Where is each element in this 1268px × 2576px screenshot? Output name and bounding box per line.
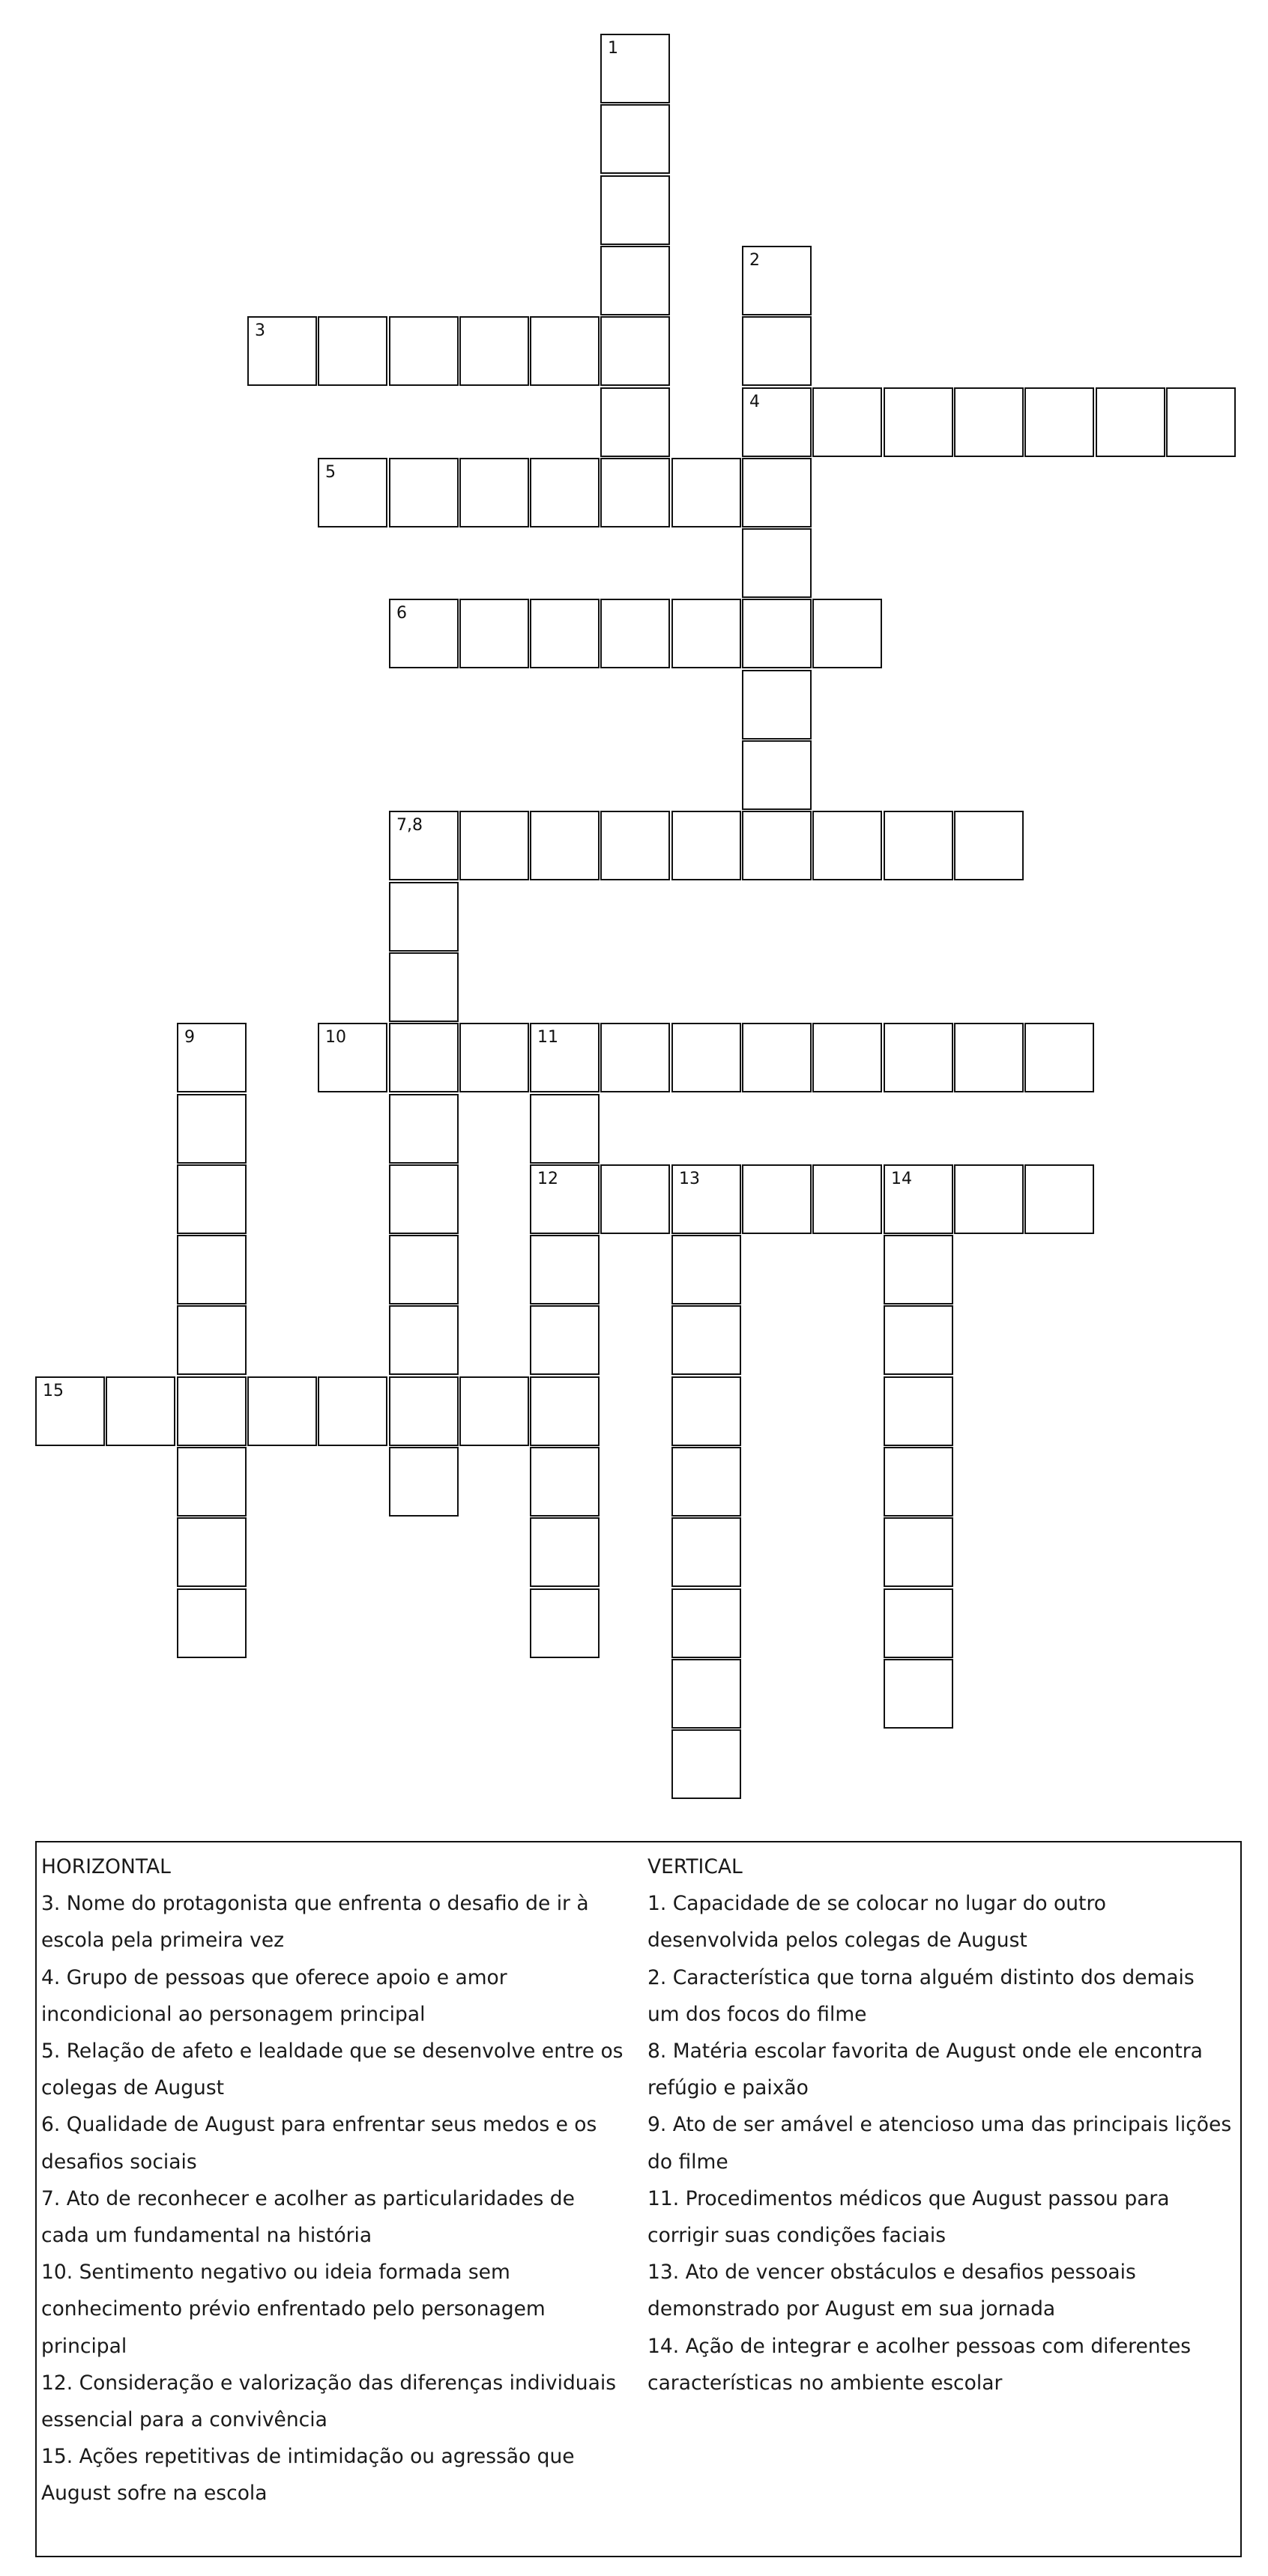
crossword-cell[interactable]: [671, 1447, 741, 1517]
crossword-cell[interactable]: [671, 1517, 741, 1587]
crossword-cell[interactable]: [671, 458, 741, 527]
crossword-cell[interactable]: [459, 1376, 529, 1446]
clue-line: 7. Ato de reconhecer e acolher as particularidades de: [41, 2186, 575, 2210]
clue-number: 13: [679, 1170, 700, 1188]
clue-line: demonstrado por August em sua jornada: [647, 2297, 1056, 2321]
crossword-cell[interactable]: [1096, 387, 1165, 457]
crossword-cell[interactable]: [600, 34, 670, 103]
clue-number: 2: [749, 251, 760, 270]
crossword-cell[interactable]: [812, 599, 882, 668]
crossword-cell[interactable]: [530, 599, 600, 668]
crossword-cell[interactable]: [177, 1517, 247, 1587]
crossword-cell[interactable]: [389, 1023, 459, 1092]
clue-line: desenvolvida pelos colegas de August: [647, 1929, 1027, 1953]
crossword-cell[interactable]: [389, 1235, 459, 1304]
clue-line: características no ambiente escolar: [647, 2371, 1003, 2395]
clue-line: 8. Matéria escolar favorita de August onde ele encontra: [647, 2040, 1203, 2063]
crossword-cell[interactable]: [389, 811, 459, 880]
clue-line: incondicional ao personagem principal: [41, 2002, 426, 2026]
clue-line: 11. Procedimentos médicos que August passou para: [647, 2186, 1170, 2210]
crossword-cell[interactable]: [884, 387, 953, 457]
crossword-cell[interactable]: [600, 1164, 670, 1234]
crossword-cell[interactable]: [389, 599, 459, 668]
horizontal-clues: [41, 1848, 641, 2512]
crossword-cell[interactable]: [389, 1094, 459, 1164]
crossword-cell[interactable]: [671, 1023, 741, 1092]
crossword-cell[interactable]: [459, 316, 529, 386]
crossword-cell[interactable]: [389, 952, 459, 1022]
clue-line: 6. Qualidade de August para enfrentar seus medos e os: [41, 2113, 597, 2137]
crossword-cell[interactable]: [671, 1729, 741, 1799]
crossword-cell[interactable]: [812, 1164, 882, 1234]
crossword-cell[interactable]: [318, 1376, 387, 1446]
crossword-cell[interactable]: [884, 1376, 953, 1446]
clue-line: conhecimento prévio enfrentado pelo personagem: [41, 2297, 546, 2321]
clue-line: do filme: [647, 2150, 728, 2174]
crossword-cell[interactable]: [389, 1376, 459, 1446]
crossword-cell[interactable]: [742, 670, 812, 740]
crossword-cell[interactable]: [530, 1094, 600, 1164]
clue-line: principal: [41, 2334, 127, 2358]
crossword-cell[interactable]: [742, 528, 812, 598]
crossword-cell[interactable]: [812, 1023, 882, 1092]
clue-number: 6: [396, 604, 407, 623]
clue-number: 1: [608, 39, 618, 58]
clue-number: 11: [537, 1028, 558, 1047]
crossword-cell[interactable]: [884, 1235, 953, 1304]
clue-line: um dos focos do filme: [647, 2002, 867, 2026]
crossword-cell[interactable]: [671, 1164, 741, 1234]
crossword-cell[interactable]: [600, 246, 670, 315]
clue-line: refúgio e paixão: [647, 2076, 809, 2100]
crossword-cell[interactable]: [884, 1659, 953, 1729]
crossword-cell[interactable]: [884, 811, 953, 880]
crossword-cell[interactable]: [530, 1588, 600, 1658]
crossword-cell[interactable]: [530, 1517, 600, 1587]
crossword-cell[interactable]: [742, 740, 812, 810]
clue-line: 2. Característica que torna alguém distinto dos demais: [647, 1965, 1195, 1989]
crossword-cell[interactable]: [530, 811, 600, 880]
crossword-cell[interactable]: [389, 458, 459, 527]
clue-number: 7,8: [396, 816, 423, 835]
crossword-cell[interactable]: [884, 1305, 953, 1375]
clue-line: 5. Relação de afeto e lealdade que se desenvolve entre os: [41, 2040, 624, 2063]
crossword-cell[interactable]: [177, 1376, 247, 1446]
crossword-cell[interactable]: [389, 1305, 459, 1375]
crossword-cell[interactable]: [884, 1517, 953, 1587]
crossword-cell[interactable]: [177, 1447, 247, 1517]
crossword-cell[interactable]: [530, 1376, 600, 1446]
crossword-cell[interactable]: [671, 1659, 741, 1729]
clue-line: 12. Consideração e valorização das diferenças individuais: [41, 2371, 616, 2395]
crossword-cell[interactable]: [742, 316, 812, 386]
crossword-cell[interactable]: [742, 458, 812, 527]
vertical-clues: [647, 1848, 1240, 2401]
crossword-cell[interactable]: [742, 246, 812, 315]
clue-line: cada um fundamental na história: [41, 2224, 372, 2248]
clue-line: 13. Ato de vencer obstáculos e desafios pessoais: [647, 2261, 1136, 2285]
crossword-cell[interactable]: [1024, 387, 1094, 457]
crossword-cell[interactable]: [389, 1447, 459, 1517]
crossword-cell[interactable]: [177, 1094, 247, 1164]
crossword-cell[interactable]: [1166, 387, 1236, 457]
crossword-cell[interactable]: [247, 316, 317, 386]
crossword-cell[interactable]: [954, 1164, 1024, 1234]
crossword-cell[interactable]: [459, 811, 529, 880]
clue-line: escola pela primeira vez: [41, 1929, 285, 1953]
crossword-cell[interactable]: [742, 599, 812, 668]
crossword-cell[interactable]: [177, 1023, 247, 1092]
clue-number: 9: [184, 1028, 195, 1047]
crossword-cell[interactable]: [742, 1023, 812, 1092]
crossword-cell[interactable]: [600, 104, 670, 174]
clue-number: 5: [325, 463, 336, 482]
clues-box: [35, 1841, 1242, 2557]
crossword-cell[interactable]: [671, 1305, 741, 1375]
crossword-cell[interactable]: [389, 1164, 459, 1234]
crossword-cell[interactable]: [954, 387, 1024, 457]
crossword-cell[interactable]: [1024, 1023, 1094, 1092]
crossword-cell[interactable]: [600, 458, 670, 527]
crossword-cell[interactable]: [742, 1164, 812, 1234]
crossword-cell[interactable]: [530, 1023, 600, 1092]
crossword-cell[interactable]: [812, 387, 882, 457]
crossword-cell[interactable]: [884, 1588, 953, 1658]
clue-line: corrigir suas condições faciais: [647, 2224, 947, 2248]
crossword-cell[interactable]: [954, 811, 1024, 880]
crossword-cell[interactable]: [742, 387, 812, 457]
crossword-cell[interactable]: [177, 1305, 247, 1375]
crossword-cell[interactable]: [671, 1376, 741, 1446]
clue-line: 14. Ação de integrar e acolher pessoas com diferentes: [647, 2334, 1192, 2358]
clue-line: desafios sociais: [41, 2150, 197, 2174]
clue-number: 10: [325, 1028, 346, 1047]
clue-number: 3: [255, 321, 265, 340]
crossword-cell[interactable]: [389, 882, 459, 952]
crossword-cell[interactable]: [812, 811, 882, 880]
crossword-cell[interactable]: [530, 1305, 600, 1375]
crossword-cell[interactable]: [459, 458, 529, 527]
crossword-cell[interactable]: [530, 316, 600, 386]
crossword-cell[interactable]: [954, 1023, 1024, 1092]
clue-number: 15: [43, 1382, 64, 1400]
clue-line: 4. Grupo de pessoas que oferece apoio e amor: [41, 1965, 507, 1989]
clue-number: 4: [749, 393, 760, 411]
crossword-cell[interactable]: [318, 316, 387, 386]
crossword-cell[interactable]: [600, 387, 670, 457]
crossword-cell[interactable]: [177, 1588, 247, 1658]
crossword-cell[interactable]: [742, 811, 812, 880]
crossword-cell[interactable]: [600, 175, 670, 245]
crossword-cell[interactable]: [671, 1588, 741, 1658]
crossword-cell[interactable]: [530, 1447, 600, 1517]
crossword-cell[interactable]: [884, 1164, 953, 1234]
clue-line: 1. Capacidade de se colocar no lugar do outro: [647, 1892, 1106, 1916]
crossword-cell[interactable]: [177, 1164, 247, 1234]
crossword-cell[interactable]: [35, 1376, 105, 1446]
crossword-cell[interactable]: [1024, 1164, 1094, 1234]
crossword-cell[interactable]: [671, 811, 741, 880]
clue-line: 3. Nome do protagonista que enfrenta o desafio de ir à: [41, 1892, 589, 1916]
crossword-cell[interactable]: [530, 1164, 600, 1234]
clue-line: 10. Sentimento negativo ou ideia formada sem: [41, 2261, 510, 2285]
clue-line: essencial para a convivência: [41, 2408, 327, 2432]
crossword-cell[interactable]: [600, 1023, 670, 1092]
clue-line: 9. Ato de ser amável e atencioso uma das principais lições: [647, 2113, 1232, 2137]
crossword-cell[interactable]: [600, 316, 670, 386]
crossword-cell[interactable]: [671, 1235, 741, 1304]
crossword-cell[interactable]: [600, 599, 670, 668]
crossword-cell[interactable]: [389, 316, 459, 386]
crossword-cell[interactable]: [530, 1235, 600, 1304]
crossword-cell[interactable]: [671, 599, 741, 668]
crossword-cell[interactable]: [459, 1023, 529, 1092]
crossword-cell[interactable]: [177, 1235, 247, 1304]
clue-line: 15. Ações repetitivas de intimidação ou agressão que: [41, 2445, 575, 2469]
crossword-cell[interactable]: [318, 458, 387, 527]
crossword-cell[interactable]: [106, 1376, 175, 1446]
clue-number: 12: [537, 1170, 558, 1188]
crossword-cell[interactable]: [884, 1023, 953, 1092]
clue-line: August sofre na escola: [41, 2482, 268, 2506]
vertical-heading: VERTICAL: [647, 1855, 743, 1878]
crossword-cell[interactable]: [247, 1376, 317, 1446]
crossword-cell[interactable]: [459, 599, 529, 668]
crossword-cell[interactable]: [600, 811, 670, 880]
crossword-cell[interactable]: [884, 1447, 953, 1517]
crossword-cell[interactable]: [530, 458, 600, 527]
horizontal-heading: HORIZONTAL: [41, 1855, 171, 1878]
clue-number: 14: [891, 1170, 912, 1188]
clue-line: colegas de August: [41, 2076, 225, 2100]
crossword-cell[interactable]: [318, 1023, 387, 1092]
